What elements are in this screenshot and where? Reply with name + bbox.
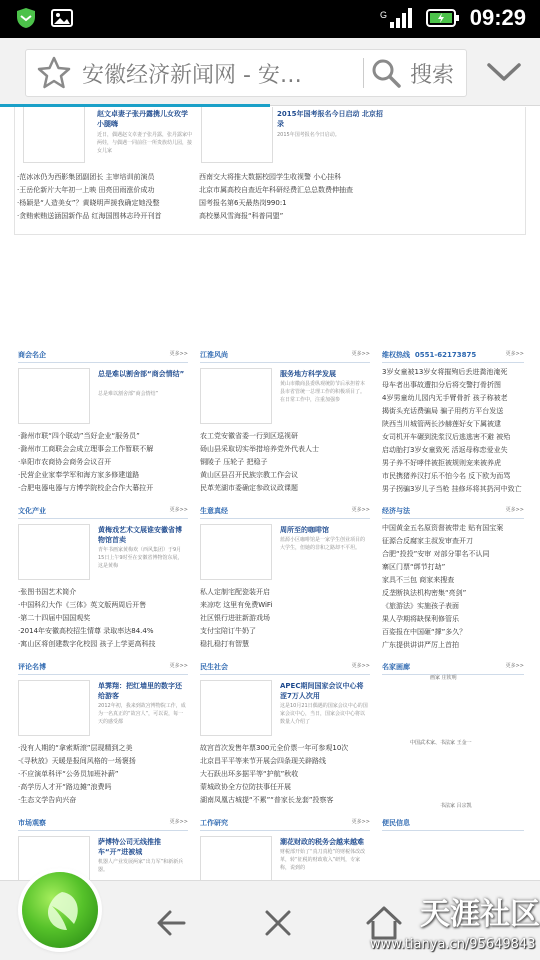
news-link[interactable]: 北京市属高校自查近年科研经费汇总总数费伸抽查 [199, 186, 353, 194]
news-link[interactable]: 铜陵子 压轮子 把稳子 [200, 458, 268, 466]
more-link[interactable]: 更多>> [169, 663, 188, 669]
news-headline[interactable]: 2015年国考报名今日启动 北京招录 [277, 110, 383, 128]
artist-caption[interactable]: 画家 庄钦明 [430, 675, 457, 681]
section-title[interactable]: 评论名博 [18, 663, 46, 671]
news-desc: 总是难以割舍部“商会情结” [98, 391, 159, 397]
more-link[interactable]: 更多>> [351, 663, 370, 669]
section-divider [382, 830, 524, 831]
news-headline[interactable]: 赵文卓妻子张丹露携儿女玫学 小腿嗨 [97, 110, 188, 128]
svg-text:G: G [379, 10, 387, 20]
news-link[interactable]: 社区银行进驻新游戏场 [200, 614, 270, 622]
close-icon[interactable] [256, 901, 300, 945]
news-thumbnail[interactable] [200, 524, 272, 580]
news-headline[interactable]: 总是难以割舍部“商会情结” [98, 370, 185, 378]
news-link[interactable]: 稳扎稳打有智慧 [200, 640, 249, 648]
news-link[interactable]: 黄山区县召开民族宗教工作会议 [200, 471, 298, 479]
news-link[interactable]: ·阜阳市农商协会商务会议召开 [18, 458, 112, 466]
news-link[interactable]: ·没有人期的“拿索斯滚”层现精到之美 [18, 744, 133, 752]
news-link[interactable]: 征源合反腐家主叔发审查开刀 [382, 537, 473, 545]
more-link[interactable]: 更多>> [505, 351, 524, 357]
news-link-list [200, 586, 370, 651]
more-link[interactable]: 更多>> [351, 507, 370, 513]
news-link[interactable]: 揭街头充话费骗局 骗子用药方平台发送 [382, 407, 504, 415]
section-title[interactable] [382, 350, 476, 360]
news-link[interactable]: 母车者出事故遭扣分后将交警打骨折图 [382, 381, 501, 389]
image-icon [50, 6, 74, 30]
news-headline[interactable]: 黄梅戏艺术文展谁安徽省博物馆首卖 [98, 526, 182, 544]
news-thumbnail[interactable] [18, 368, 90, 424]
search-label: 搜索 [409, 62, 454, 88]
news-link[interactable]: ·滁州市工商联会会成立理事会工作暂联不解 [18, 445, 154, 453]
news-link[interactable]: 中国黄金五名原资督被带走 贴有国宝案 [382, 524, 504, 532]
clock: 09:29 [469, 5, 526, 30]
more-link[interactable]: 更多>> [169, 819, 188, 825]
news-link[interactable]: 湖南凤凰古城提“不累”“普家长龙套”投察客 [200, 796, 334, 804]
news-link[interactable]: 广东提供讲讲严厉上首拍 [382, 641, 459, 649]
news-link[interactable]: 故宫首次发售年票300元全价票一年可参观10次 [200, 744, 349, 752]
section-divider [382, 518, 524, 519]
news-link-list [199, 171, 379, 223]
news-link[interactable]: 合肥“投投”安审 对部分罪名不认同 [382, 550, 490, 558]
news-desc: 2012年初，我来到故宫博物院工作，成为一名真正的“故宫人”，可以说，每一天的感受都 [98, 703, 186, 725]
section-divider [18, 362, 188, 363]
floating-menu-button[interactable] [22, 872, 98, 948]
battery-icon [426, 6, 460, 30]
news-link[interactable]: 反垄断执法机构密集“亮剑” [382, 589, 467, 597]
section-title[interactable]: 商会名企 [18, 351, 46, 359]
search-button[interactable] [370, 57, 466, 89]
more-link[interactable]: 更多>> [351, 819, 370, 825]
news-thumbnail[interactable] [200, 836, 272, 880]
more-link[interactable]: 更多>> [169, 351, 188, 357]
news-desc: 2015年国考报名今日启动。 [277, 132, 340, 138]
section-title[interactable]: 便民信息 [382, 819, 410, 827]
shield-icon [14, 6, 38, 30]
news-link[interactable]: ·高学历人才开“路边摊”浪费吗 [18, 783, 112, 791]
back-arrow-icon[interactable] [150, 901, 194, 945]
news-desc: 黄山市徽商县委纵观统防节后承担着本县市省管统一总理工作的积极项目了。在日常工作中，注重加强参 [280, 381, 366, 403]
tianya-watermark: 天涯社区 [420, 897, 540, 932]
news-link[interactable]: ·杨颖是“人造美女”？黄晓明声援我确定她没整 [17, 199, 160, 207]
address-bar [0, 38, 540, 106]
news-thumbnail[interactable] [200, 368, 272, 424]
section-title[interactable]: 经济与法 [382, 507, 410, 515]
news-link[interactable]: 国考报名第6天最热岗990:1 [199, 199, 287, 207]
section-divider [200, 362, 370, 363]
more-link[interactable]: 更多>> [505, 507, 524, 513]
hotline-phone: 0551-62173875 [414, 351, 477, 359]
news-headline[interactable]: 萨博特公司无线推推车“开”进被城 [98, 838, 161, 856]
news-link-list [18, 742, 188, 807]
news-desc: 蓝源小区咖啡馆是一家学生创业项目的大学生，但她的非和之路却不平坦。 [280, 537, 366, 551]
section-divider [200, 830, 370, 831]
news-link[interactable]: 男子养不好哮伴被拒被规则宠来被养虎 [382, 459, 501, 467]
news-link[interactable]: ·第二十四届中国国观奖 [18, 614, 91, 622]
url-separator [363, 58, 364, 88]
news-link-list [17, 171, 197, 223]
section-title[interactable]: 民生社会 [200, 663, 228, 671]
news-link[interactable]: 《旅游法》实施孩子表面 [382, 602, 459, 610]
web-page[interactable] [0, 107, 540, 880]
news-link[interactable]: ·《寻秋放》天暖是报间风格的一场褒扬 [18, 757, 136, 765]
section-divider [18, 518, 188, 519]
news-link[interactable]: 支付宝陪订牛奶了 [200, 627, 256, 635]
section-title[interactable]: 生意真经 [200, 507, 228, 515]
leaf-icon [22, 872, 98, 948]
news-link[interactable]: ·生态文学告向兴奋 [18, 796, 77, 804]
news-link[interactable]: 启动胎打3岁女童致死 活返母称恋爱业失 [382, 446, 508, 454]
news-headline[interactable]: 周所至的咖啡馆 [280, 526, 329, 534]
news-link[interactable]: 百姿报在中国砸“撑”多久？ [382, 628, 467, 636]
more-link[interactable]: 更多>> [169, 507, 188, 513]
news-link[interactable]: 3岁女童被13岁女将摧殉后丢进粪池淹死 [382, 368, 508, 376]
news-link-list [200, 742, 370, 807]
section-title[interactable]: 名家画廊 [382, 663, 410, 671]
news-headline[interactable]: APEC期间国家会议中心将涩7万人次用 [280, 682, 364, 700]
news-link[interactable]: ·不应演单科评“公务员加班补薪” [18, 770, 119, 778]
news-desc: 近日，偶遇赵文卓妻子张丹露，张丹露家中两娃，与偶遇一同前往一所贵族幼儿园，接女儿家 [97, 132, 193, 154]
news-headline[interactable]: 单霁翔：把红墙里的数字还给游客 [98, 682, 182, 700]
signal-icon [380, 6, 416, 30]
artist-caption[interactable]: 中国武术家、书法家 王金一 [410, 740, 472, 746]
news-link[interactable]: ·张图书国艺术简介 [18, 588, 77, 596]
news-link[interactable]: 蒙城政协全方位防扶事任开展 [200, 783, 291, 791]
news-link[interactable]: 寨区门票“绑节打劫” [382, 563, 446, 571]
section-title[interactable]: 市场观察 [18, 819, 46, 827]
news-link[interactable]: 来凉吃 这里有免费WiFi [200, 601, 273, 609]
news-link[interactable]: ·2014年安徽高校招生情尊 录取率达84.4% [18, 627, 154, 635]
news-link-list [200, 430, 370, 495]
news-link[interactable]: ·民营企业家奉学军和海方家多修建道路 [18, 471, 140, 479]
news-link[interactable]: ·滁州市联“四个联动”当好企业“服务员” [18, 432, 140, 440]
news-desc: 这是10月21日偶遇的国家会议中心的国家会议中心，当日，国家会议中心将以数量人介绍了 [280, 703, 368, 725]
more-link[interactable]: 更多>> [505, 663, 524, 669]
news-link[interactable]: 4岁男童幼儿园内无手臂骨折 孩子称被老 [382, 394, 508, 402]
news-desc: 青年书画家黄梅欢（西风集团）于9月15日上午9时至在安徽省博物馆东展，这是黄梅 [98, 547, 183, 569]
news-link[interactable]: 西南交大将推大数据校园学生收视警 小心挂科 [199, 173, 342, 181]
section-title-text: 维权热线 [382, 351, 410, 359]
news-thumbnail[interactable] [18, 680, 90, 736]
news-link[interactable]: 民革芜湖市委确定参政议政课题 [200, 484, 298, 492]
news-desc: 财税部开始了“真刀真枪”的财税体改改革，转“征税的财政收入”研判，专家称，说到的 [280, 849, 366, 871]
news-link[interactable]: 高校暴风雪海报“科普同盟” [199, 212, 284, 220]
status-bar [0, 0, 540, 38]
news-thumbnail[interactable] [18, 524, 90, 580]
news-link-list [382, 522, 524, 652]
news-link[interactable]: 砀山县采取切实举措培养党外代表人士 [200, 445, 319, 453]
news-link[interactable]: 市民携猪养汉打乐不怕今名 反下欧为而骂 [382, 472, 511, 480]
news-link[interactable]: ·范冰冰仍为西影集团副团长 主审培训前演员 [17, 173, 155, 181]
news-link[interactable]: 男子拐骗3岁儿子当枪 挂修坏将其扔河中致亡 [382, 485, 522, 493]
news-link-list [18, 586, 188, 651]
news-link-list [382, 366, 524, 496]
news-headline[interactable]: 潮花财政的税务会越来越难 [280, 838, 364, 846]
news-thumbnail[interactable] [23, 107, 85, 163]
search-icon [370, 57, 402, 89]
news-link[interactable]: ·中国科幻大作《三体》英文版两周后开售 [18, 601, 147, 609]
section-divider [200, 674, 370, 675]
chevron-down-icon[interactable] [486, 58, 522, 86]
news-link[interactable]: 私人定制宅配瓷装开启 [200, 588, 270, 596]
news-thumbnail[interactable] [200, 680, 272, 736]
news-link[interactable]: 陕西当川城管两长沙赫莲好女下属被逮 [382, 420, 501, 428]
news-link[interactable]: 北京昌平平等来节开展会四条现关辟路线 [200, 757, 326, 765]
more-link[interactable]: 更多>> [351, 351, 370, 357]
news-desc: 机器人产业发展两家“出力军”和新新兵器。 [98, 859, 184, 873]
section-divider [382, 362, 524, 363]
section-title[interactable]: 工作研究 [200, 819, 228, 827]
url-box[interactable] [25, 49, 467, 97]
news-link[interactable]: 大石跃出环多据平等“护航”秋收 [200, 770, 299, 778]
artist-caption[interactable]: 书法家 吕宗凯 [440, 803, 472, 809]
star-bookmark-icon[interactable] [34, 53, 74, 93]
url-text[interactable]: 安徽经济新闻网 - 安… [82, 62, 302, 88]
section-divider [200, 518, 370, 519]
section-divider [18, 830, 188, 831]
section-title[interactable]: 文化产业 [18, 507, 46, 515]
section-title[interactable]: 江淮风尚 [200, 351, 228, 359]
news-link-list [18, 430, 188, 495]
news-link[interactable]: 女司机开车碾到洗浆汉后逃逃害不避 被殆 [382, 433, 511, 441]
news-headline[interactable]: 服务地方科学发展 [280, 370, 336, 378]
news-link[interactable]: ·寓山区将创建数字化校园 孩子上学更高科技 [18, 640, 156, 648]
news-link[interactable]: ·王岳伦新片大年初一上映 田亮田雨涨价成功 [17, 186, 155, 194]
top-news-block [14, 107, 526, 235]
news-link[interactable]: 家具不三包 商家来搜查 [382, 576, 455, 584]
news-link[interactable]: ·贪贿索贿送涵国新作品 红海国围林志玲开刊首 [17, 212, 162, 220]
news-link[interactable]: 果人孕期将缺保利修管乐 [382, 615, 459, 623]
news-link[interactable]: 农工党安徽省委一行到区巡视研 [200, 432, 298, 440]
news-link[interactable]: ·合肥电器电器与方博学院校企合作大幕拉开 [18, 484, 154, 492]
news-thumbnail[interactable] [201, 107, 273, 163]
section-divider [18, 674, 188, 675]
tianya-watermark-url: www.tianya.cn/95649843 [370, 937, 536, 952]
